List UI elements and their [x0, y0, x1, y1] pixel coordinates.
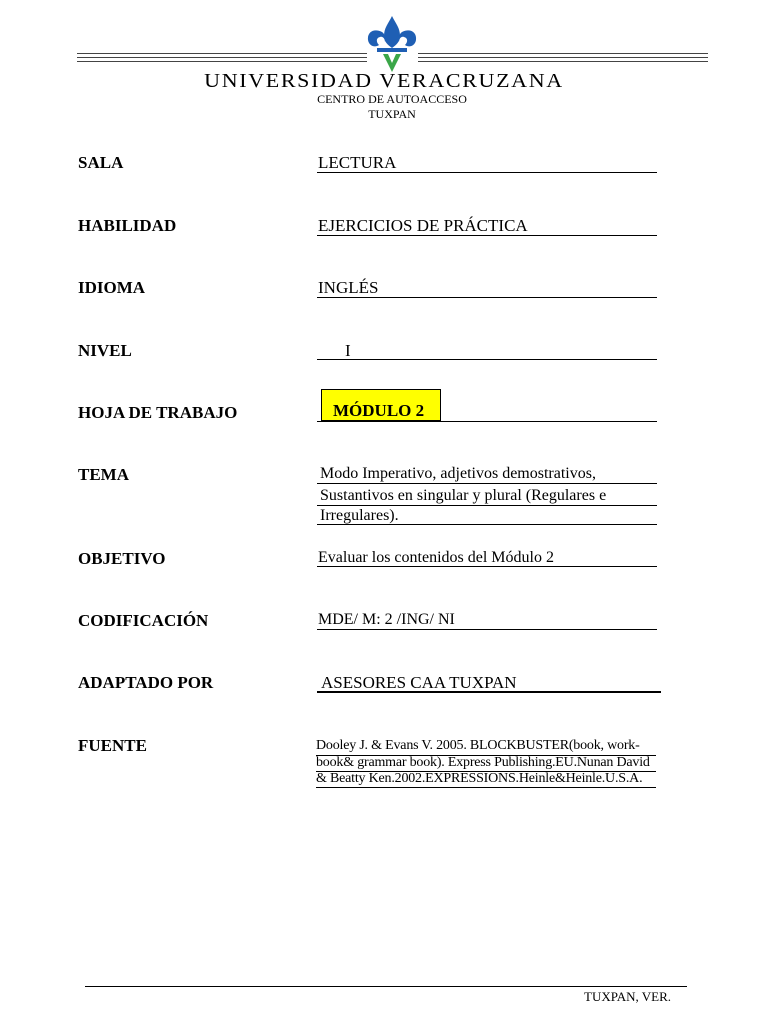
fuente-line-1: Dooley J. & Evans V. 2005. BLOCKBUSTER(book, work- — [316, 738, 640, 753]
adaptado-underline — [317, 691, 661, 693]
sala-label: SALA — [78, 153, 124, 172]
tema-underline-2 — [317, 505, 657, 506]
fuente-line-2: book& grammar book). Express Publishing.EU.Nunan David — [316, 755, 650, 770]
habilidad-label: HABILIDAD — [78, 216, 177, 235]
footer-place: TUXPAN, VER. — [584, 989, 672, 1004]
center-name: CENTRO DE AUTOACCESO — [317, 92, 467, 106]
module-value: MÓDULO 2 — [333, 401, 425, 420]
fuente-label: FUENTE — [78, 736, 147, 755]
adaptado-por-value: ASESORES CAA TUXPAN — [321, 673, 517, 692]
fuente-underline-3 — [316, 787, 656, 788]
objetivo-value: Evaluar los contenidos del Módulo 2 — [318, 549, 554, 566]
city-name: TUXPAN — [368, 107, 416, 121]
idioma-value: INGLÉS — [318, 278, 379, 297]
nivel-label: NIVEL — [78, 341, 132, 360]
adaptado-por-label: ADAPTADO POR — [78, 673, 214, 692]
habilidad-underline — [317, 235, 657, 236]
objetivo-label: OBJETIVO — [78, 549, 166, 568]
habilidad-value: EJERCICIOS DE PRÁCTICA — [318, 216, 528, 235]
tema-line-3: Irregulares). — [320, 507, 399, 524]
codificacion-underline — [317, 629, 657, 630]
hoja-underline — [317, 421, 657, 422]
header-rule-left-3 — [77, 61, 367, 62]
header-rule-right-3 — [418, 61, 708, 62]
header-rule-left-1 — [77, 53, 367, 54]
tema-underline-1 — [317, 483, 657, 484]
tema-line-1: Modo Imperativo, adjetivos demostrativos, — [320, 465, 596, 482]
codificacion-label: CODIFICACIÓN — [78, 611, 209, 630]
header-rule-right-2 — [418, 57, 708, 58]
idioma-label: IDIOMA — [78, 278, 146, 297]
codificacion-value: MDE/ M: 2 /ING/ NI — [318, 611, 455, 628]
hoja-de-trabajo-label: HOJA DE TRABAJO — [78, 403, 238, 422]
header-rule-right-1 — [418, 53, 708, 54]
nivel-underline — [317, 359, 657, 360]
tema-underline-3 — [317, 524, 657, 525]
tema-label: TEMA — [78, 465, 129, 484]
sala-underline — [317, 172, 657, 173]
sala-value: LECTURA — [318, 153, 397, 172]
fuente-line-3: & Beatty Ken.2002.EXPRESSIONS.Heinle&Heinle.U.S.A. — [316, 771, 643, 786]
header-rule-left-2 — [77, 57, 367, 58]
idioma-underline — [317, 297, 657, 298]
university-name: UNIVERSIDAD VERACRUZANA — [204, 70, 564, 92]
university-logo-icon — [364, 14, 420, 74]
footer-rule — [85, 986, 687, 987]
nivel-value: I — [345, 341, 351, 360]
objetivo-underline — [317, 566, 657, 567]
tema-line-2: Sustantivos en singular y plural (Regulares e — [320, 487, 607, 504]
